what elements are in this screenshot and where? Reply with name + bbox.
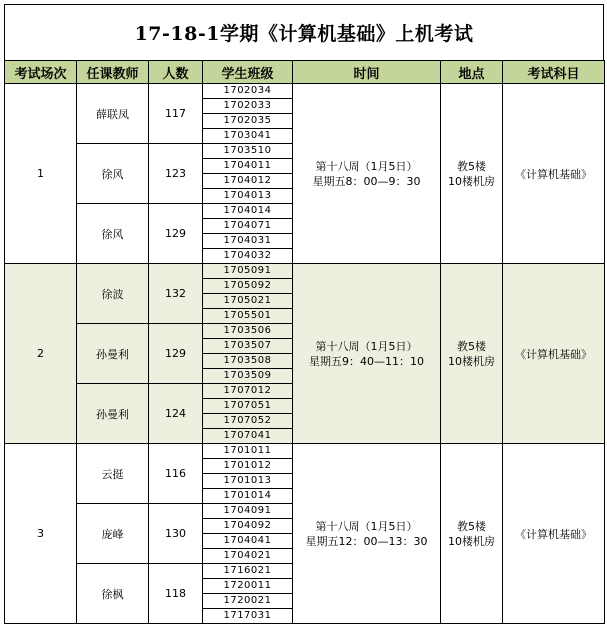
table-row xyxy=(5,444,605,459)
class-cell: 1703507 xyxy=(203,339,293,354)
class-cell: 1704041 xyxy=(203,534,293,549)
count-cell: 118 xyxy=(149,564,203,624)
teacher-cell: 孙曼利 xyxy=(77,324,149,384)
class-cell: 1720011 xyxy=(203,579,293,594)
class-cell: 1720021 xyxy=(203,594,293,609)
schedule-body xyxy=(5,84,605,624)
class-cell: 1704031 xyxy=(203,234,293,249)
class-cell: 1707041 xyxy=(203,429,293,444)
time-hours: 星期五8：00—9：30 xyxy=(312,174,421,188)
class-cell: 1704012 xyxy=(203,174,293,189)
teacher-cell: 徐风 xyxy=(77,204,149,264)
class-cell: 1703506 xyxy=(203,324,293,339)
class-cell: 1704032 xyxy=(203,249,293,264)
class-cell: 1704092 xyxy=(203,519,293,534)
session-cell: 3 xyxy=(5,444,77,624)
count-cell: 129 xyxy=(149,204,203,264)
table-row xyxy=(5,84,605,99)
class-cell: 1717031 xyxy=(203,609,293,624)
time-week: 第十八周（1月5日） xyxy=(315,519,418,533)
class-cell: 1707051 xyxy=(203,399,293,414)
class-cell: 1704011 xyxy=(203,159,293,174)
location-cell xyxy=(441,264,503,444)
session-cell: 2 xyxy=(5,264,77,444)
class-cell: 1707052 xyxy=(203,414,293,429)
class-cell: 1705091 xyxy=(203,264,293,279)
class-cell: 1702035 xyxy=(203,114,293,129)
sheet-title: 17-18-1学期《计算机基础》上机考试 xyxy=(4,4,604,60)
header-time: 时间 xyxy=(293,61,441,84)
time-cell xyxy=(293,264,441,444)
teacher-cell: 云挺 xyxy=(77,444,149,504)
subject-cell: 《计算机基础》 xyxy=(503,84,605,264)
class-cell: 1705092 xyxy=(203,279,293,294)
time-week: 第十八周（1月5日） xyxy=(315,339,418,353)
header-location: 地点 xyxy=(441,61,503,84)
header-teacher: 任课教师 xyxy=(77,61,149,84)
class-cell: 1704014 xyxy=(203,204,293,219)
location-cell xyxy=(441,84,503,264)
location-building: 教5楼 xyxy=(457,159,486,173)
teacher-cell: 庞峰 xyxy=(77,504,149,564)
class-cell: 1701012 xyxy=(203,459,293,474)
class-cell: 1704013 xyxy=(203,189,293,204)
count-cell: 116 xyxy=(149,444,203,504)
count-cell: 130 xyxy=(149,504,203,564)
subject-cell: 《计算机基础》 xyxy=(503,264,605,444)
teacher-cell: 孙曼利 xyxy=(77,384,149,444)
class-cell: 1703508 xyxy=(203,354,293,369)
location-building: 教5楼 xyxy=(457,519,486,533)
class-cell: 1707012 xyxy=(203,384,293,399)
location-cell xyxy=(441,444,503,624)
class-cell: 1701011 xyxy=(203,444,293,459)
header-session: 考试场次 xyxy=(5,61,77,84)
header-count: 人数 xyxy=(149,61,203,84)
teacher-cell: 徐波 xyxy=(77,264,149,324)
class-cell: 1702033 xyxy=(203,99,293,114)
teacher-cell: 薛联凤 xyxy=(77,84,149,144)
teacher-cell: 徐风 xyxy=(77,144,149,204)
class-cell: 1704021 xyxy=(203,549,293,564)
time-hours: 星期五9：40—11：10 xyxy=(309,354,424,368)
location-building: 教5楼 xyxy=(457,339,486,353)
class-cell: 1704071 xyxy=(203,219,293,234)
count-cell: 117 xyxy=(149,84,203,144)
class-cell: 1705021 xyxy=(203,294,293,309)
class-cell: 1703041 xyxy=(203,129,293,144)
teacher-cell: 徐枫 xyxy=(77,564,149,624)
time-cell xyxy=(293,444,441,624)
location-room: 10楼机房 xyxy=(448,354,495,368)
class-cell: 1702034 xyxy=(203,84,293,99)
schedule-table xyxy=(4,60,605,624)
class-cell: 1704091 xyxy=(203,504,293,519)
class-cell: 1703510 xyxy=(203,144,293,159)
header-class: 学生班级 xyxy=(203,61,293,84)
subject-cell: 《计算机基础》 xyxy=(503,444,605,624)
location-room: 10楼机房 xyxy=(448,534,495,548)
location-room: 10楼机房 xyxy=(448,174,495,188)
header-row xyxy=(5,61,605,84)
header-subject: 考试科目 xyxy=(503,61,605,84)
class-cell: 1701014 xyxy=(203,489,293,504)
exam-schedule-sheet xyxy=(4,4,604,624)
count-cell: 132 xyxy=(149,264,203,324)
count-cell: 124 xyxy=(149,384,203,444)
class-cell: 1703509 xyxy=(203,369,293,384)
count-cell: 123 xyxy=(149,144,203,204)
class-cell: 1701013 xyxy=(203,474,293,489)
table-row xyxy=(5,264,605,279)
class-cell: 1705501 xyxy=(203,309,293,324)
time-hours: 星期五12：00—13：30 xyxy=(305,534,428,548)
session-cell: 1 xyxy=(5,84,77,264)
class-cell: 1716021 xyxy=(203,564,293,579)
count-cell: 129 xyxy=(149,324,203,384)
time-week: 第十八周（1月5日） xyxy=(315,159,418,173)
time-cell xyxy=(293,84,441,264)
